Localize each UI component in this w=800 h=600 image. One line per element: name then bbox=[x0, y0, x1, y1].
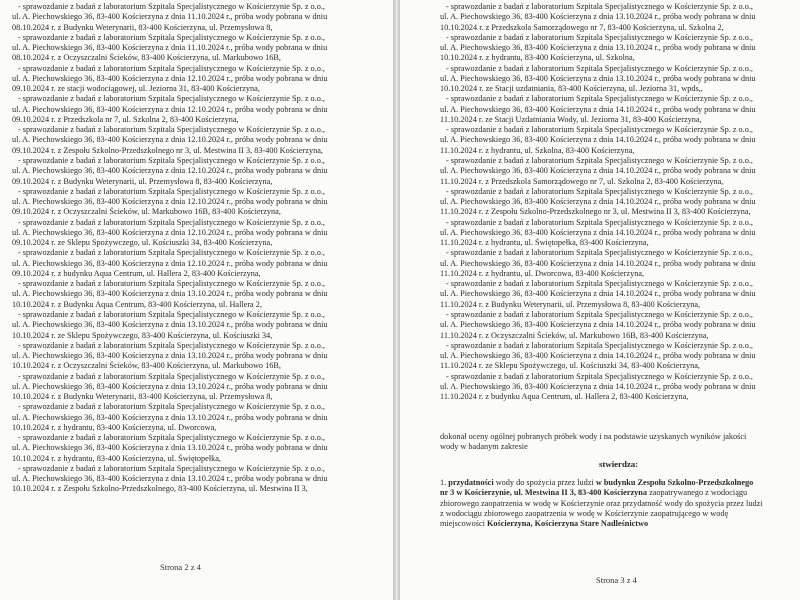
text-line: 10.10.2024 r. ze Stacji uzdatniania, 83-400 Kościerzyna, ul. Jeziorna 31, wpds,, bbox=[440, 84, 703, 94]
text-line: 11.10.2024 r. z hydrantu, ul. Dworcowa, 83-400 Kościerzyna, bbox=[440, 268, 645, 278]
text-line: 10.10.2024 r. z Budynku Aqua Centrum, 83-400 Kościerzyna, ul. Hallera 2, bbox=[12, 299, 262, 309]
text-line: 10.10.2024 r. z Przedszkola Samorządowego nr 7, 83-400 Kościerzyna, ul. Szkolna 2, bbox=[440, 22, 724, 32]
summary-line: wody w badanym zakresie bbox=[440, 442, 528, 452]
text-line: 09.10.2024 r. z budynku Aqua Centrum, ul. Hallera 2, 83-400 Kościerzyna, bbox=[12, 268, 261, 278]
text-line: - sprawozdanie z badań z laboratorium Szpitala Specjalistycznego w Kościerzynie Sp. z o.o., bbox=[18, 186, 325, 196]
text-line: - sprawozdanie z badań z laboratorium Szpitala Specjalistycznego w Kościerzynie Sp. z o.o., bbox=[18, 94, 325, 104]
text-line: 11.10.2024 r. z hydrantu, ul. Szkolna, 83-400 Kościerzyna, bbox=[440, 145, 635, 155]
text-line: 11.10.2024 r. z Przedszkola Samorządowego nr 7, ul. Szkolna 2, 83-400 Kościerzyna, bbox=[440, 176, 724, 186]
finding-location: w budynku Zespołu Szkolno-Przedszkolnego bbox=[595, 478, 754, 487]
text-line: 11.10.2024 r. ze Sklepu Spożywczego, ul. Kościuszki 34, 83-400 Kościerzyna, bbox=[440, 361, 700, 371]
text-line: ul. A. Piechowskiego 36, 83-400 Kościerzyna z dnia 13.10.2024 r., próba wody pobrana w dniu bbox=[12, 443, 328, 453]
text-line: - sprawozdanie z badań z laboratorium Szpitala Specjalistycznego w Kościerzynie Sp. z o.o., bbox=[446, 309, 753, 319]
text-line: ul. A. Piechowskiego 36, 83-400 Kościerzyna z dnia 13.10.2024 r., próba wody pobrana w dniu bbox=[440, 12, 756, 22]
text-line: 10.10.2024 r. z hydrantu, 83-400 Kościerzyna, ul. Szkolna, bbox=[440, 53, 635, 63]
text-line: ul. A. Piechowskiego 36, 83-400 Kościerzyna z dnia 14.10.2024 r., próba wody pobrana w dniu bbox=[440, 104, 756, 114]
text-line: 09.10.2024 r. z Przedszkola nr 7, ul. Szkolna 2, 83-400 Kościerzyna, bbox=[12, 114, 239, 124]
text-line: 11.10.2024 r. z hydrantu, ul. Świętopełka, 83-400 Kościerzyna, bbox=[440, 238, 649, 248]
summary-paragraph bbox=[440, 432, 790, 453]
text-line: 09.10.2024 r. ze stacji wodociągowej, ul. Jeziorna 31, 83-400 Kościerzyna, bbox=[12, 84, 260, 94]
text-line: ul. A. Piechowskiego 36, 83-400 Kościerzyna z dnia 14.10.2024 r., próba wody pobrana w dniu bbox=[440, 351, 756, 361]
text-line: - sprawozdanie z badań z laboratorium Szpitala Specjalistycznego w Kościerzynie Sp. z o.o., bbox=[18, 63, 325, 73]
text-line: - sprawozdanie z badań z laboratorium Szpitala Specjalistycznego w Kościerzynie Sp. z o.o., bbox=[18, 125, 325, 135]
document-page-right bbox=[400, 0, 800, 600]
finding-localities: Kościerzyna, Kościerzyna Stare Nadleśnictwo bbox=[486, 519, 649, 529]
finding-line: z wodociągu zbiorowego zaopatrzenia w wodę w Kościerzynie zaopatrującego w wodę bbox=[440, 508, 729, 518]
text-line: - sprawozdanie z badań z laboratorium Szpitala Specjalistycznego w Kościerzynie Sp. z o.o., bbox=[18, 433, 325, 443]
text-line: - sprawozdanie z badań z laboratorium Szpitala Specjalistycznego w Kościerzynie Sp. z o.o., bbox=[446, 248, 753, 258]
text-line: - sprawozdanie z badań z laboratorium Szpitala Specjalistycznego w Kościerzynie Sp. z o.o., bbox=[18, 248, 325, 258]
document-page-left bbox=[0, 0, 393, 600]
text-line: 10.10.2024 r. z hydrantu, 83-400 Kościerzyna, ul. Świętopełka, bbox=[12, 453, 221, 463]
text-line: 10.10.2024 r. z Zespołu Szkolno-Przedszkolnego, 83-400 Kościerzyna, ul. Mestwina II 3, bbox=[12, 484, 308, 494]
text-line: ul. A. Piechowskiego 36, 83-400 Kościerzyna z dnia 12.10.2024 r., próba wody pobrana w dniu bbox=[12, 258, 328, 268]
text-line: ul. A. Piechowskiego 36, 83-400 Kościerzyna z dnia 12.10.2024 r., próba wody pobrana w dniu bbox=[12, 227, 328, 237]
page-3-footer: Strona 3 z 4 bbox=[596, 575, 637, 585]
finding-line: miejscowości Kościerzyna, Kościerzyna Stare Nadleśnictwo bbox=[440, 519, 649, 529]
text-line: 10.10.2024 r. ze Sklepu Spożywczego, 83-400 Kościerzyna, ul. Kościuszki 34, bbox=[12, 330, 273, 340]
text-line: 09.10.2024 r. z Budynku Weterynarii, ul. Przemysłowa 8, 83-400 Kościerzyna, bbox=[12, 176, 273, 186]
book-gutter bbox=[393, 0, 400, 600]
text-line: - sprawozdanie z badań z laboratorium Szpitala Specjalistycznego w Kościerzynie Sp. z o.o., bbox=[18, 309, 325, 319]
text-line: ul. A. Piechowskiego 36, 83-400 Kościerzyna z dnia 12.10.2024 r., próba wody pobrana w dniu bbox=[12, 166, 328, 176]
summary-line: dokonał oceny ogólnej pobranych próbek wody i na podstawie uzyskanych wyników jakości bbox=[440, 432, 747, 441]
text-line: 10.10.2024 r. z Oczyszczalni Ścieków, 83-400 Kościerzyna, ul. Markubowo 16B, bbox=[12, 361, 281, 371]
text-line: ul. A. Piechowskiego 36, 83-400 Kościerzyna z dnia 11.10.2024 r., próba wody pobrana w dniu bbox=[12, 12, 328, 22]
section-heading: stwierdza: bbox=[599, 459, 639, 469]
text-line: - sprawozdanie z badań z laboratorium Szpitala Specjalistycznego w Kościerzynie Sp. z o.o., bbox=[446, 63, 753, 73]
text-line: - sprawozdanie z badań z laboratorium Szpitala Specjalistycznego w Kościerzynie Sp. z o.o., bbox=[446, 94, 753, 104]
text-line: ul. A. Piechowskiego 36, 83-400 Kościerzyna z dnia 13.10.2024 r., próba wody pobrana w dniu bbox=[12, 351, 328, 361]
text-line: 11.10.2024 r. z Budynku Weterynarii, ul. Przemysłowa 8, 83-400 Kościerzyna, bbox=[440, 299, 701, 309]
text-line: 10.10.2024 r. z Budynku Weterynarii, 83-400 Kościerzyna, ul. Przemysłowa 8, bbox=[12, 392, 273, 402]
finding-line: 1. przydatności wody do spożycia przez ludzi w budynku Zespołu Szkolno-Przedszkolnego bbox=[440, 478, 754, 487]
text-line: 09.10.2024 r. z Oczyszczalni Ścieków, ul. Markubowo 16B, 83-400 Kościerzyna, bbox=[12, 207, 281, 217]
text-line: ul. A. Piechowskiego 36, 83-400 Kościerzyna z dnia 14.10.2024 r., próba wody pobrana w dniu bbox=[440, 381, 756, 391]
text-line: ul. A. Piechowskiego 36, 83-400 Kościerzyna z dnia 14.10.2024 r., próba wody pobrana w dniu bbox=[440, 289, 756, 299]
text-line: 08.10.2024 r. z Oczyszczalni Ścieków, 83-400 Kościerzyna, ul. Markubowo 16B, bbox=[12, 53, 281, 63]
text-line: ul. A. Piechowskiego 36, 83-400 Kościerzyna z dnia 13.10.2024 r., próba wody pobrana w dniu bbox=[12, 412, 328, 422]
text-line: - sprawozdanie z badań z laboratorium Szpitala Specjalistycznego w Kościerzynie Sp. z o.o., bbox=[446, 340, 753, 350]
text-line: - sprawozdanie z badań z laboratorium Szpitala Specjalistycznego w Kościerzynie Sp. z o.o., bbox=[446, 217, 753, 227]
text-line: - sprawozdanie z badań z laboratorium Szpitala Specjalistycznego w Kościerzynie Sp. z o.o., bbox=[446, 2, 753, 11]
text-line: ul. A. Piechowskiego 36, 83-400 Kościerzyna z dnia 13.10.2024 r., próba wody pobrana w dniu bbox=[12, 381, 328, 391]
text-line: - sprawozdanie z badań z laboratorium Szpitala Specjalistycznego w Kościerzynie Sp. z o.o., bbox=[18, 2, 325, 11]
finding-keyword: przydatności bbox=[448, 478, 494, 487]
text-line: 08.10.2024 r. z Budynku Weterynarii, 83-400 Kościerzyna, ul. Przemysłowa 8, bbox=[12, 22, 273, 32]
text-line: ul. A. Piechowskiego 36, 83-400 Kościerzyna z dnia 13.10.2024 r., próba wody pobrana w dniu bbox=[440, 73, 756, 83]
text-line: ul. A. Piechowskiego 36, 83-400 Kościerzyna z dnia 14.10.2024 r., próba wody pobrana w dniu bbox=[440, 258, 756, 268]
text-line: - sprawozdanie z badań z laboratorium Szpitala Specjalistycznego w Kościerzynie Sp. z o.o., bbox=[18, 463, 325, 473]
text-line: - sprawozdanie z badań z laboratorium Szpitala Specjalistycznego w Kościerzynie Sp. z o.o., bbox=[18, 279, 325, 289]
text-line: ul. A. Piechowskiego 36, 83-400 Kościerzyna z dnia 14.10.2024 r., próba wody pobrana w dniu bbox=[440, 227, 756, 237]
text-line: - sprawozdanie z badań z laboratorium Szpitala Specjalistycznego w Kościerzynie Sp. z o.o., bbox=[18, 402, 325, 412]
text-line: 11.10.2024 r. z Zespołu Szkolno-Przedszkolnego nr 3, ul. Mestwina II 3, 83-400 Kościerzyna, bbox=[440, 207, 751, 217]
text-line: - sprawozdanie z badań z laboratorium Szpitala Specjalistycznego w Kościerzynie Sp. z o.o., bbox=[18, 155, 325, 165]
page-3-body bbox=[440, 2, 788, 402]
text-line: ul. A. Piechowskiego 36, 83-400 Kościerzyna z dnia 13.10.2024 r., próba wody pobrana w dniu bbox=[12, 289, 328, 299]
page-2-body bbox=[12, 2, 380, 495]
text-line: ul. A. Piechowskiego 36, 83-400 Kościerzyna z dnia 13.10.2024 r., próba wody pobrana w dniu bbox=[12, 474, 328, 484]
text-line: ul. A. Piechowskiego 36, 83-400 Kościerzyna z dnia 12.10.2024 r., próba wody pobrana w dniu bbox=[12, 197, 328, 207]
text-line: ul. A. Piechowskiego 36, 83-400 Kościerzyna z dnia 12.10.2024 r., próba wody pobrana w dniu bbox=[12, 104, 328, 114]
text-line: - sprawozdanie z badań z laboratorium Szpitala Specjalistycznego w Kościerzynie Sp. z o.o., bbox=[446, 32, 753, 42]
text-line: - sprawozdanie z badań z laboratorium Szpitala Specjalistycznego w Kościerzynie Sp. z o.o., bbox=[18, 340, 325, 350]
text-line: ul. A. Piechowskiego 36, 83-400 Kościerzyna z dnia 14.10.2024 r., próba wody pobrana w dniu bbox=[440, 166, 756, 176]
text-line: - sprawozdanie z badań z laboratorium Szpitala Specjalistycznego w Kościerzynie Sp. z o.o., bbox=[18, 32, 325, 42]
text-line: - sprawozdanie z badań z laboratorium Szpitala Specjalistycznego w Kościerzynie Sp. z o.o., bbox=[18, 371, 325, 381]
text-line: 09.10.2024 r. ze Sklepu Spożywczego, ul. Kościuszki 34, 83-400 Kościerzyna, bbox=[12, 238, 273, 248]
page-2-footer: Strona 2 z 4 bbox=[160, 562, 201, 572]
text-line: - sprawozdanie z badań z laboratorium Szpitala Specjalistycznego w Kościerzynie Sp. z o.o., bbox=[446, 186, 753, 196]
text-line: ul. A. Piechowskiego 36, 83-400 Kościerzyna z dnia 13.10.2024 r., próba wody pobrana w dniu bbox=[440, 43, 756, 53]
text-line: - sprawozdanie z badań z laboratorium Szpitala Specjalistycznego w Kościerzynie Sp. z o.o., bbox=[18, 217, 325, 227]
text-line: 09.10.2024 r. z Zespołu Szkolno-Przedszkolnego nr 3, ul. Mestwina II 3, 83-400 Kościerzyna, bbox=[12, 145, 323, 155]
text-line: - sprawozdanie z badań z laboratorium Szpitala Specjalistycznego w Kościerzynie Sp. z o.o., bbox=[446, 125, 753, 135]
finding-paragraph bbox=[440, 478, 790, 529]
text-line: ul. A. Piechowskiego 36, 83-400 Kościerzyna z dnia 14.10.2024 r., próba wody pobrana w dniu bbox=[440, 197, 756, 207]
text-line: - sprawozdanie z badań z laboratorium Szpitala Specjalistycznego w Kościerzynie Sp. z o.o., bbox=[446, 155, 753, 165]
finding-address: nr 3 w Kościerzynie, ul. Mestwina II 3, 83-400 Kościerzyna bbox=[440, 488, 647, 498]
finding-line: nr 3 w Kościerzynie, ul. Mestwina II 3, 83-400 Kościerzyna zaopatrywanego z wodociągu bbox=[440, 488, 748, 498]
text-line: 10.10.2024 r. z hydrantu, 83-400 Kościerzyna, ul. Dworcowa, bbox=[12, 422, 217, 432]
text-line: ul. A. Piechowskiego 36, 83-400 Kościerzyna z dnia 14.10.2024 r., próba wody pobrana w dniu bbox=[440, 135, 756, 145]
text-line: ul. A. Piechowskiego 36, 83-400 Kościerzyna z dnia 14.10.2024 r., próba wody pobrana w dniu bbox=[440, 320, 756, 330]
text-line: 11.10.2024 r. ze Stacji Uzdatniania Wody, ul. Jeziorna 31, 83-400 Kościerzyna, bbox=[440, 114, 702, 124]
text-line: - sprawozdanie z badań z laboratorium Szpitala Specjalistycznego w Kościerzynie Sp. z o.o., bbox=[446, 371, 753, 381]
text-line: 11.10.2024 r. z budynku Aqua Centrum, ul. Hallera 2, 83-400 Kościerzyna, bbox=[440, 392, 689, 402]
text-line: 11.10.2024 r. z Oczyszczalni Ścieków, ul. Markubowo 16B, 83-400 Kościerzyna, bbox=[440, 330, 709, 340]
text-line: - sprawozdanie z badań z laboratorium Szpitala Specjalistycznego w Kościerzynie Sp. z o.o., bbox=[446, 279, 753, 289]
text-line: ul. A. Piechowskiego 36, 83-400 Kościerzyna z dnia 12.10.2024 r., próba wody pobrana w dniu bbox=[12, 73, 328, 83]
text-line: ul. A. Piechowskiego 36, 83-400 Kościerzyna z dnia 12.10.2024 r., próba wody pobrana w dniu bbox=[12, 135, 328, 145]
text-line: ul. A. Piechowskiego 36, 83-400 Kościerzyna z dnia 13.10.2024 r., próba wody pobrana w dniu bbox=[12, 320, 328, 330]
text-line: ul. A. Piechowskiego 36, 83-400 Kościerzyna z dnia 11.10.2024 r., próba wody pobrana w dniu bbox=[12, 43, 328, 53]
finding-line: zbiorowego zaopatrzenia w wodę w Kościerzynie oraz przydatność wody do spożycia przez ludzi bbox=[440, 498, 763, 508]
